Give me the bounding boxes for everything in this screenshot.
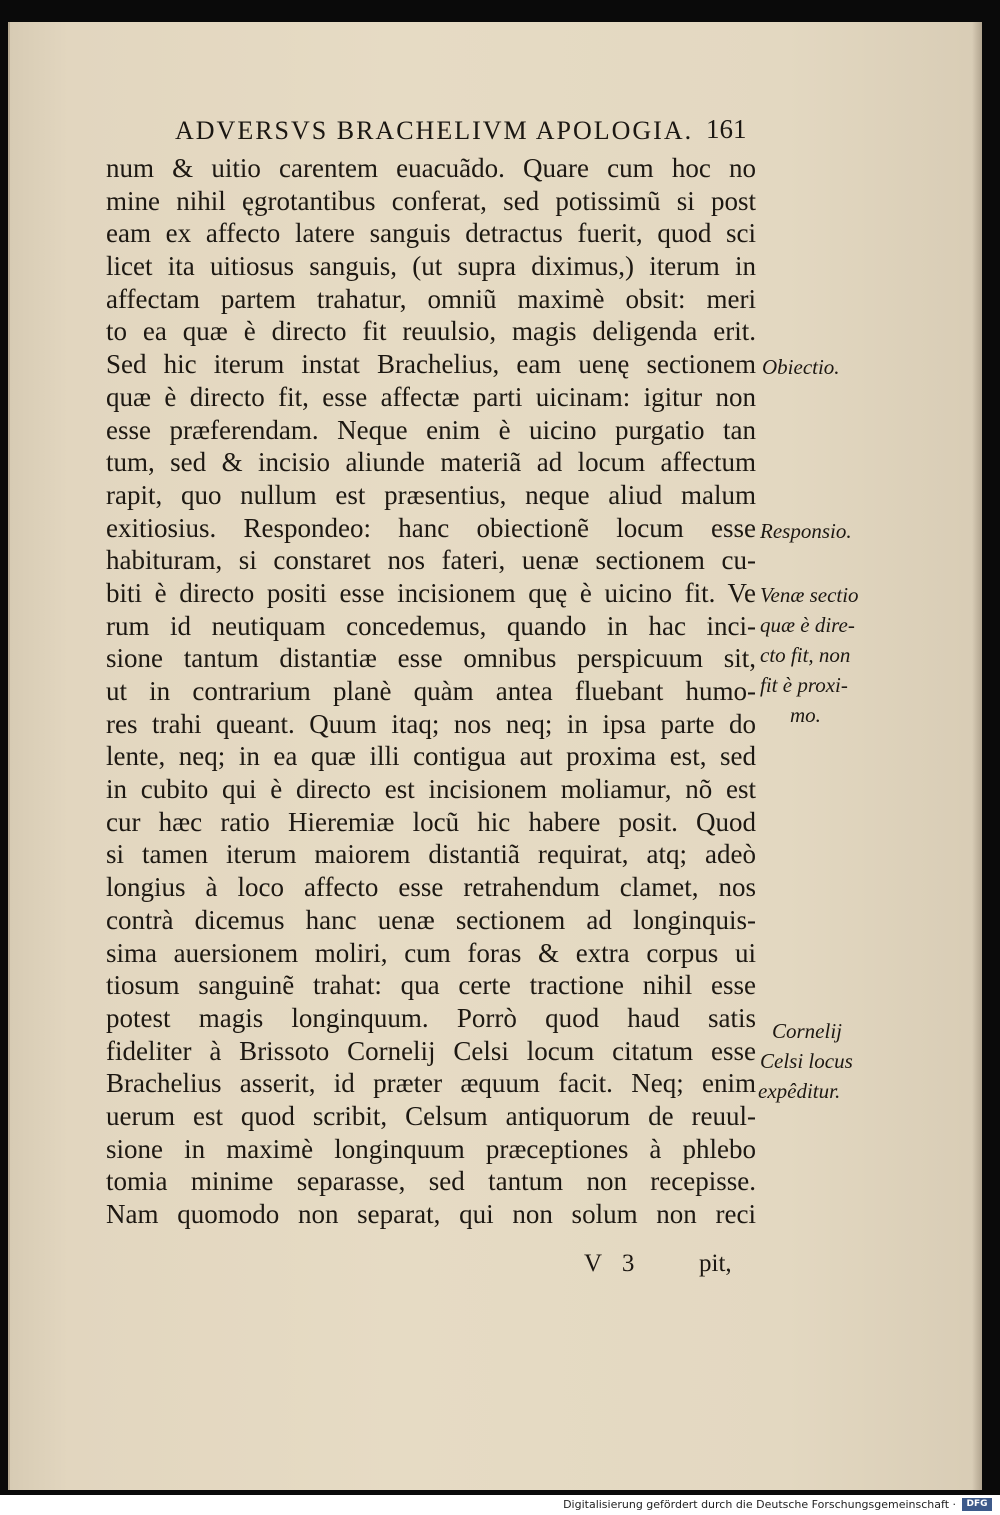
- dfg-logo: DFG: [962, 1498, 992, 1511]
- text-line: mine nihil ęgrotantibus conferat, sed potissimũ si post: [106, 185, 756, 216]
- text-line: Brachelius asserit, id præter æquum facit. Neq; enim: [106, 1068, 756, 1099]
- marginal-note-line: Cornelij: [772, 1019, 843, 1043]
- text-line: tum, sed & incisio aliunde materiã ad locum affectum: [106, 447, 756, 478]
- footer-bar: [0, 1495, 1000, 1515]
- marginal-note-line: Celsi locus: [760, 1049, 853, 1073]
- body-text: [106, 152, 756, 1231]
- text-line: tomia minime separasse, sed tantum non recepisse.: [106, 1166, 756, 1197]
- marginal-note-line: Obiectio.: [762, 355, 840, 379]
- marginal-note-line: fit è proxi-: [760, 673, 848, 697]
- text-line: habituram, si constaret nos fateri, uenæ sectionem cu-: [106, 545, 756, 576]
- text-line: exitiosius. Respondeo: hanc obiectionẽ locum esse: [106, 512, 756, 543]
- text-line: res trahi queant. Quum itaq; nos neq; in ipsa parte do: [106, 708, 756, 739]
- page-number: 161: [706, 114, 747, 144]
- text-line: Sed hic iterum instat Brachelius, eam uenę sectionem: [106, 349, 756, 380]
- text-line: tiosum sanguinẽ trahat: qua certe tractione nihil esse: [106, 970, 756, 1001]
- text-line: eam ex affecto latere sanguis detractus fuerit, quod sci: [106, 218, 756, 249]
- marginal-note-cornelij: [758, 1016, 853, 1106]
- text-line: sima auersionem moliri, cum foras & extra corpus ui: [106, 937, 756, 968]
- text-line: fideliter à Brissoto Cornelij Celsi locum citatum esse: [106, 1035, 756, 1066]
- catchword: pit,: [699, 1250, 732, 1277]
- text-line: licet ita uitiosus sanguis, (ut supra diximus,) iterum in: [106, 251, 756, 282]
- marginal-note-line: cto fit, non: [760, 643, 851, 667]
- text-line: potest magis longinquum. Porrò quod haud satis: [106, 1002, 756, 1033]
- text-line: in cubito qui è directo est incisionem moliamur, nõ est: [106, 774, 756, 805]
- text-line: si tamen iterum maiorem distantiã requirat, atq; adeò: [106, 839, 756, 870]
- text-line: biti è directo positi esse incisionem quę è uicino fit. Ve: [106, 577, 756, 608]
- text-line: to ea quæ è directo fit reuulsio, magis deligenda erit.: [106, 316, 756, 347]
- marginal-note-obiectio: [762, 352, 840, 382]
- text-line: uerum est quod scribit, Celsum antiquorum de reuul-: [106, 1100, 756, 1131]
- marginal-note-venae-sectio: [760, 580, 859, 730]
- text-line: rum id neutiquam concedemus, quando in hac inci-: [106, 610, 756, 641]
- marginal-note-line: Responsio.: [760, 519, 852, 543]
- signature-mark: V 3: [584, 1250, 635, 1277]
- text-line: longius à loco affecto esse retrahendum clamet, nos: [106, 872, 756, 903]
- text-line: num & uitio carentem euacuãdo. Quare cum hoc no: [106, 153, 756, 183]
- marginal-note-responsio: [760, 516, 852, 546]
- text-line: affectam partem trahatur, omniũ maximè obsit: meri: [106, 283, 756, 314]
- marginal-note-line: mo.: [790, 703, 821, 727]
- marginal-note-line: expêditur.: [758, 1079, 841, 1103]
- running-head: ADVERSVS BRACHELIVM APOLOGIA.: [175, 116, 694, 145]
- text-line: ut in contrarium planè quàm antea fluebant humo-: [106, 676, 756, 706]
- text-line: sione in maximè longinquum præceptiones à phlebo: [106, 1133, 756, 1164]
- funding-credit: Digitalisierung gefördert durch die Deutsche Forschungsgemeinschaft ·: [563, 1498, 956, 1511]
- marginal-note-line: quæ è dire-: [760, 613, 855, 637]
- text-line: contrà dicemus hanc uenæ sectionem ad longinquis-: [106, 904, 756, 935]
- text-line: lente, neq; in ea quæ illi contigua aut proxima est, sed: [106, 741, 756, 772]
- marginal-note-line: Venæ sectio: [760, 583, 859, 607]
- text-line: rapit, quo nullum est præsentius, neque aliud malum: [106, 479, 756, 510]
- text-line: esse præferendam. Neque enim è uicino purgatio tan: [106, 414, 756, 445]
- text-line: sione tantum distantiæ esse omnibus perspicuum sit,: [106, 643, 756, 674]
- text-line: cur hæc ratio Hieremiæ locũ hic habere posit. Quod: [106, 806, 756, 837]
- text-line: quæ è directo fit, esse affectæ parti uicinam: igitur non: [106, 381, 756, 412]
- text-line: Nam quomodo non separat, qui non solum non reci: [106, 1199, 756, 1229]
